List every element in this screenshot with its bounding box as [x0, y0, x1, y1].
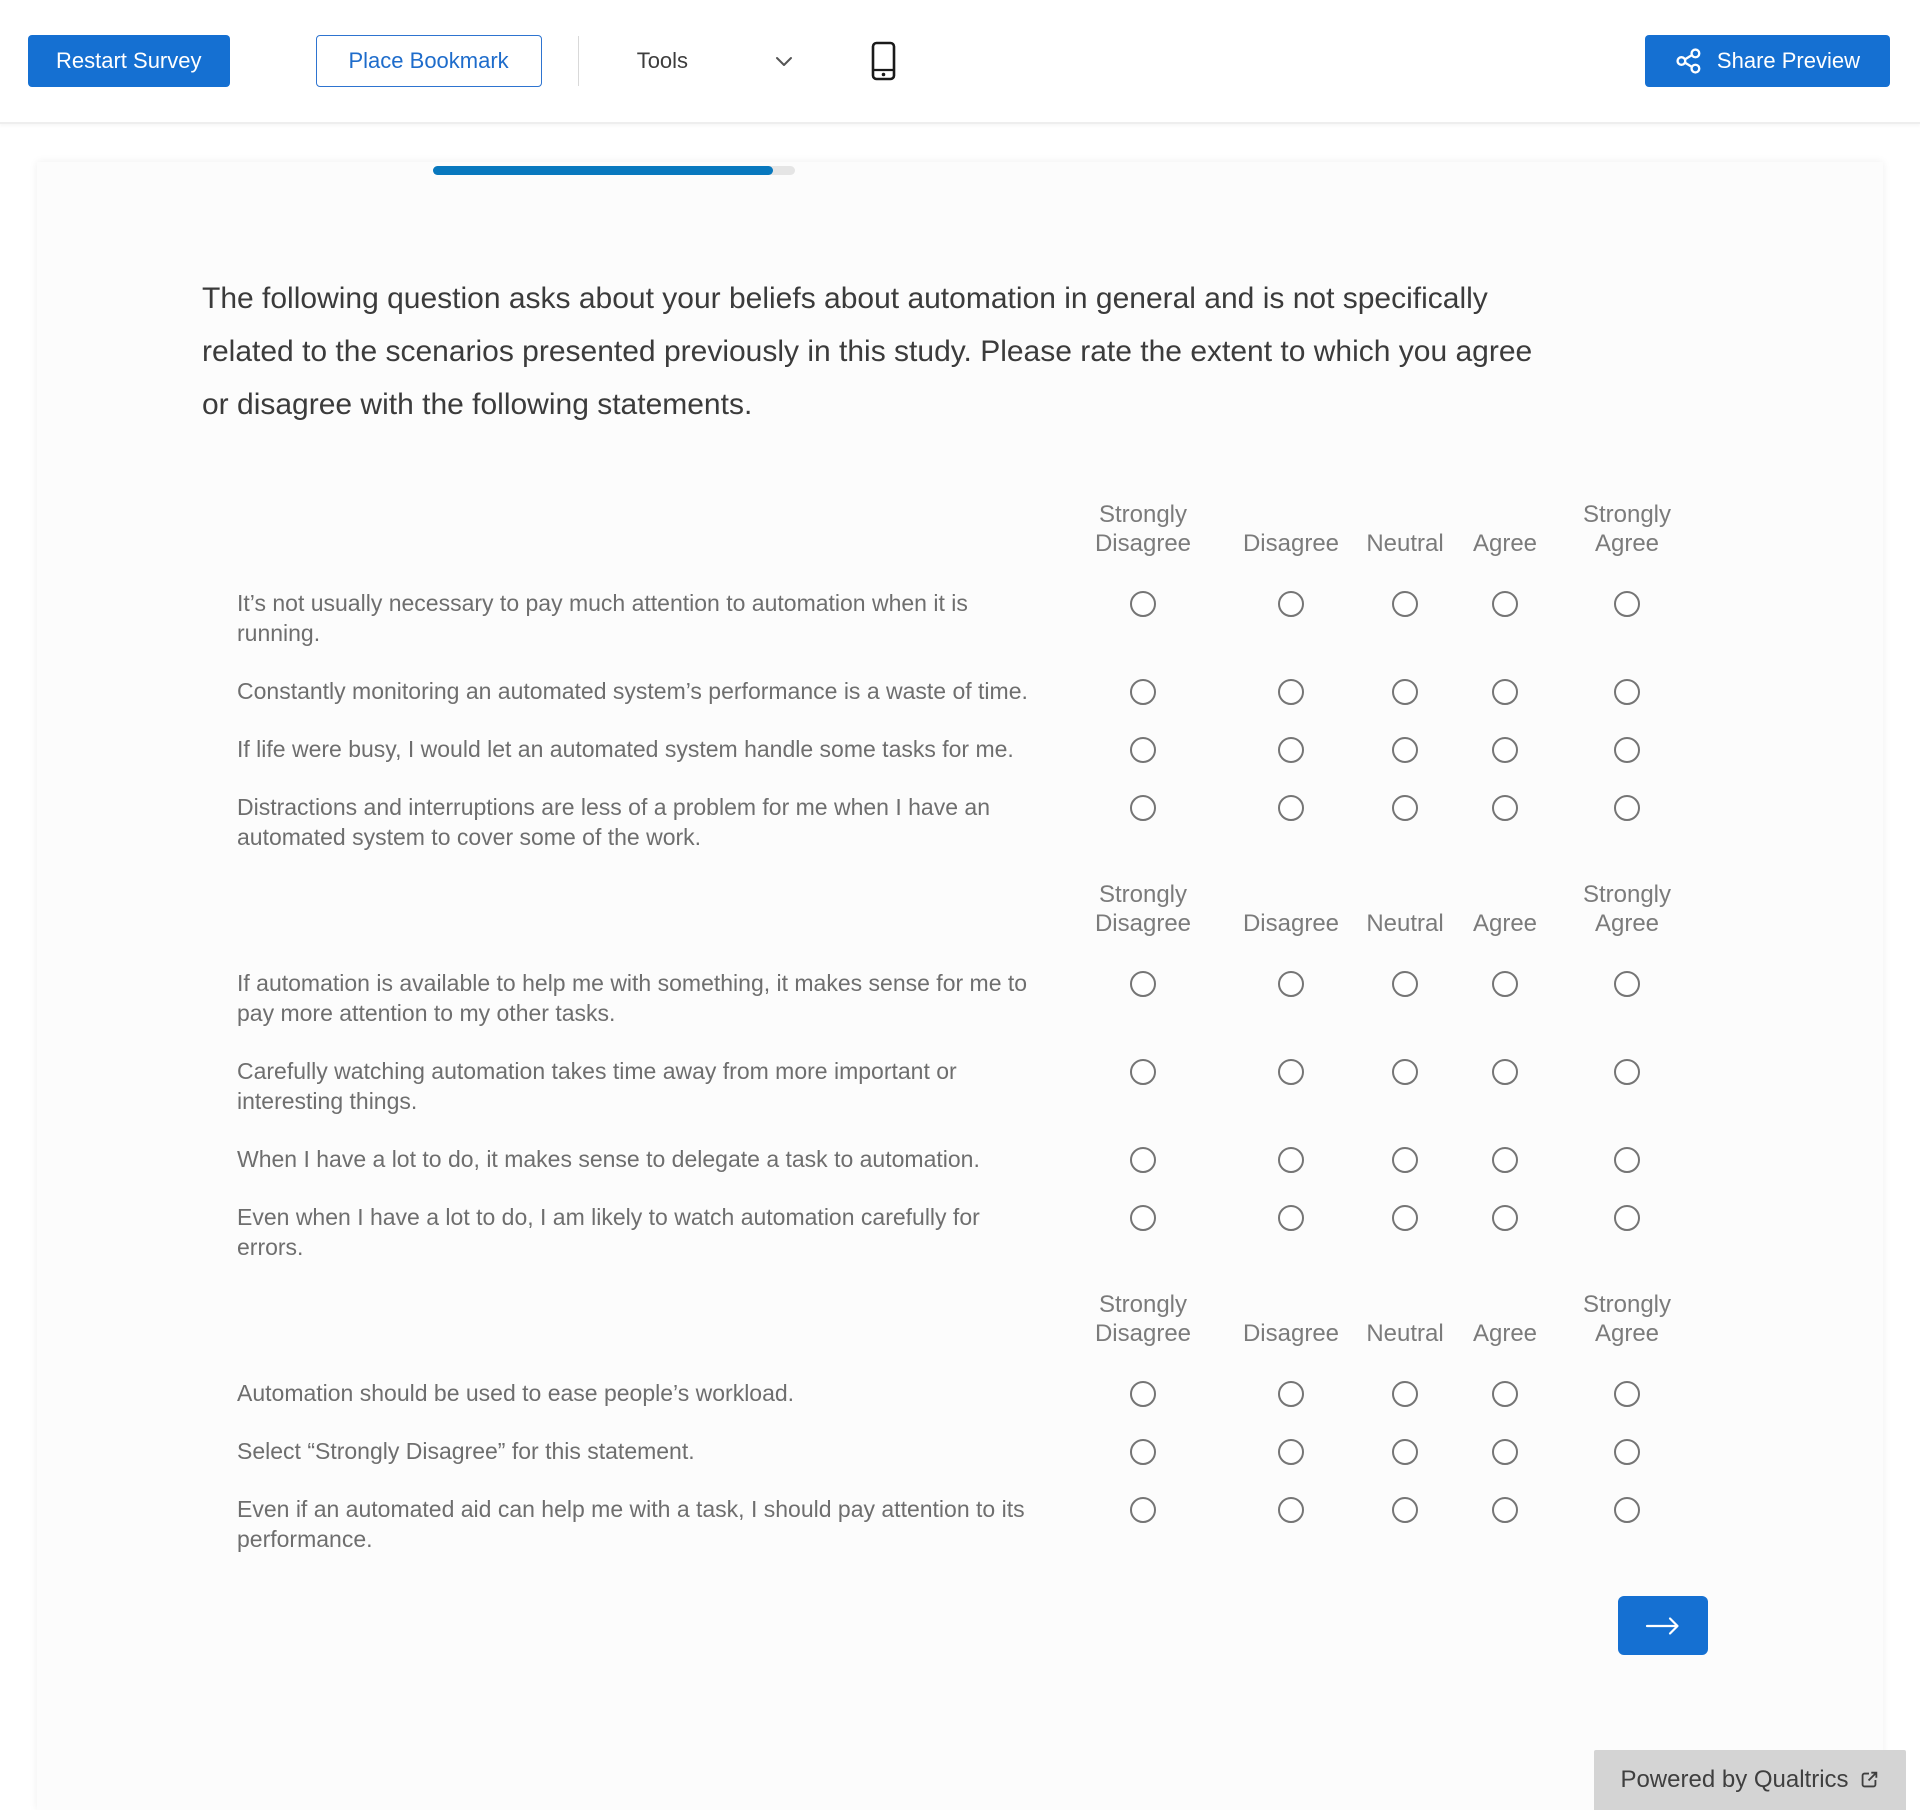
radio-cell — [1353, 1494, 1457, 1524]
scale-label-text: Strongly Agree — [1582, 881, 1672, 937]
radio-cell — [1353, 734, 1457, 764]
scale-label — [1553, 1290, 1701, 1348]
radio-strongly-agree[interactable] — [1614, 591, 1640, 617]
scale-label — [1229, 909, 1353, 938]
survey-content — [37, 272, 1883, 1655]
radio-cell — [1229, 588, 1353, 618]
radio-cell — [1553, 734, 1701, 764]
next-button-row — [202, 1596, 1718, 1655]
restart-survey-button[interactable] — [28, 35, 230, 87]
powered-by-qualtrics-link[interactable] — [1594, 1750, 1906, 1810]
matrix-row — [202, 792, 1718, 852]
radio-cell — [1057, 676, 1229, 706]
radio-cell — [1229, 1436, 1353, 1466]
statement-text: If automation is available to help me with something, it makes sense for me to pay more attention to my other tasks. — [237, 970, 1028, 1026]
radio-disagree[interactable] — [1278, 1147, 1304, 1173]
radio-strongly-disagree[interactable] — [1130, 1439, 1156, 1465]
scale-label — [1553, 880, 1701, 938]
scale-label-text: Strongly Agree — [1582, 501, 1672, 557]
radio-cell — [1229, 968, 1353, 998]
share-preview-label: Share Preview — [1716, 48, 1860, 73]
radio-cell — [1353, 1378, 1457, 1408]
radio-disagree[interactable] — [1278, 1059, 1304, 1085]
radio-cell — [1353, 676, 1457, 706]
scale-header-row — [202, 500, 1718, 558]
radio-disagree[interactable] — [1278, 1205, 1304, 1231]
radio-cell — [1553, 1056, 1701, 1086]
radio-strongly-agree[interactable] — [1614, 737, 1640, 763]
radio-cell — [1353, 1436, 1457, 1466]
statement-text: Even when I have a lot to do, I am likely to watch automation carefully for errors. — [237, 1204, 980, 1260]
scale-label — [1353, 909, 1457, 938]
radio-agree[interactable] — [1492, 737, 1518, 763]
statement-text: Select “Strongly Disagree” for this statement. — [237, 1438, 695, 1464]
radio-cell — [1057, 588, 1229, 618]
scale-header-row — [202, 1290, 1718, 1348]
radio-cell — [1057, 1494, 1229, 1524]
radio-agree[interactable] — [1492, 971, 1518, 997]
scale-label — [1057, 1290, 1229, 1348]
radio-neutral[interactable] — [1392, 591, 1418, 617]
radio-cell — [1229, 676, 1353, 706]
share-preview-button[interactable] — [1645, 35, 1890, 87]
radio-disagree[interactable] — [1278, 795, 1304, 821]
mobile-preview-button[interactable] — [871, 41, 896, 81]
scale-label-text: Neutral — [1366, 1320, 1444, 1347]
radio-strongly-disagree[interactable] — [1130, 591, 1156, 617]
radio-strongly-disagree[interactable] — [1130, 971, 1156, 997]
scale-label — [1057, 500, 1229, 558]
radio-cell — [1057, 968, 1229, 998]
radio-strongly-agree[interactable] — [1614, 1205, 1640, 1231]
radio-cell — [1229, 792, 1353, 822]
radio-cell — [1229, 734, 1353, 764]
radio-agree[interactable] — [1492, 1059, 1518, 1085]
radio-disagree[interactable] — [1278, 971, 1304, 997]
arrow-right-icon — [1644, 1615, 1682, 1637]
radio-strongly-disagree[interactable] — [1130, 679, 1156, 705]
radio-disagree[interactable] — [1278, 1381, 1304, 1407]
radio-agree[interactable] — [1492, 795, 1518, 821]
scale-label — [1457, 529, 1553, 558]
scale-label — [1353, 1319, 1457, 1348]
radio-cell — [1457, 676, 1553, 706]
statement-text: Even if an automated aid can help me with a task, I should pay attention to its performance. — [237, 1496, 1025, 1552]
radio-cell — [1457, 1494, 1553, 1524]
radio-neutral[interactable] — [1392, 1205, 1418, 1231]
radio-neutral[interactable] — [1392, 1147, 1418, 1173]
radio-strongly-agree[interactable] — [1614, 679, 1640, 705]
radio-cell — [1553, 792, 1701, 822]
radio-cell — [1553, 1202, 1701, 1232]
matrix-row — [202, 1494, 1718, 1554]
radio-disagree[interactable] — [1278, 591, 1304, 617]
radio-cell — [1553, 1494, 1701, 1524]
radio-strongly-disagree[interactable] — [1130, 1059, 1156, 1085]
scale-label-text: Strongly Agree — [1582, 1291, 1672, 1347]
radio-cell — [1353, 1144, 1457, 1174]
radio-cell — [1057, 1436, 1229, 1466]
matrix-row — [202, 676, 1718, 706]
scale-label — [1553, 500, 1701, 558]
radio-neutral[interactable] — [1392, 679, 1418, 705]
radio-cell — [1457, 1436, 1553, 1466]
radio-disagree[interactable] — [1278, 679, 1304, 705]
radio-cell — [1553, 1378, 1701, 1408]
matrix-row — [202, 1144, 1718, 1174]
matrix-row — [202, 1436, 1718, 1466]
radio-strongly-agree[interactable] — [1614, 795, 1640, 821]
radio-cell — [1353, 968, 1457, 998]
radio-neutral[interactable] — [1392, 795, 1418, 821]
matrix-row — [202, 734, 1718, 764]
radio-cell — [1457, 1144, 1553, 1174]
tools-label: Tools — [636, 48, 689, 73]
radio-strongly-agree[interactable] — [1614, 1059, 1640, 1085]
radio-strongly-agree[interactable] — [1614, 1439, 1640, 1465]
radio-strongly-agree[interactable] — [1614, 1381, 1640, 1407]
matrix-row — [202, 1378, 1718, 1408]
scale-label-text: Disagree — [1242, 530, 1340, 557]
radio-neutral[interactable] — [1392, 1059, 1418, 1085]
scale-label-text: Disagree — [1242, 910, 1340, 937]
radio-cell — [1229, 1202, 1353, 1232]
toolbar-divider — [578, 36, 579, 86]
radio-agree[interactable] — [1492, 679, 1518, 705]
radio-cell — [1057, 734, 1229, 764]
radio-cell — [1457, 792, 1553, 822]
radio-cell — [1057, 1056, 1229, 1086]
radio-cell — [1229, 1378, 1353, 1408]
radio-strongly-agree[interactable] — [1614, 1147, 1640, 1173]
radio-cell — [1457, 734, 1553, 764]
chevron-down-icon — [775, 56, 793, 67]
scale-label — [1057, 880, 1229, 938]
scale-label-text: Strongly Disagree — [1094, 501, 1192, 557]
radio-strongly-disagree[interactable] — [1130, 1381, 1156, 1407]
radio-agree[interactable] — [1492, 1205, 1518, 1231]
tools-dropdown[interactable] — [637, 35, 793, 87]
radio-cell — [1457, 1378, 1553, 1408]
survey-card — [37, 162, 1883, 1810]
scale-header-row — [202, 880, 1718, 938]
preview-toolbar — [0, 0, 1920, 124]
question-text: The following question asks about your beliefs about automation in general and is not specifically related to the scenarios presented previously in this study. Please rate the extent to which you agree or disagree with the following statements. — [202, 282, 1533, 421]
scale-label-text: Agree — [1472, 530, 1538, 557]
statement-text: Carefully watching automation takes time away from more important or interesting things. — [237, 1058, 957, 1114]
radio-strongly-agree[interactable] — [1614, 1497, 1640, 1523]
matrix-row — [202, 1202, 1718, 1262]
radio-agree[interactable] — [1492, 1497, 1518, 1523]
statement-text: It’s not usually necessary to pay much attention to automation when it is running. — [237, 590, 968, 646]
radio-cell — [1353, 792, 1457, 822]
radio-agree[interactable] — [1492, 1439, 1518, 1465]
radio-disagree[interactable] — [1278, 1497, 1304, 1523]
statement-text: Automation should be used to ease people’s workload. — [237, 1380, 795, 1406]
radio-neutral[interactable] — [1392, 1439, 1418, 1465]
radio-cell — [1553, 1436, 1701, 1466]
scale-label-text: Neutral — [1366, 530, 1444, 557]
radio-cell — [1353, 1056, 1457, 1086]
radio-strongly-agree[interactable] — [1614, 971, 1640, 997]
radio-cell — [1553, 588, 1701, 618]
radio-cell — [1057, 1202, 1229, 1232]
scale-label — [1229, 1319, 1353, 1348]
radio-neutral[interactable] — [1392, 1381, 1418, 1407]
scale-label — [1457, 1319, 1553, 1348]
progress-bar — [433, 166, 795, 175]
radio-cell — [1553, 676, 1701, 706]
matrix-row — [202, 588, 1718, 648]
statement-text: When I have a lot to do, it makes sense to delegate a task to automation. — [237, 1146, 980, 1172]
radio-strongly-disagree[interactable] — [1130, 1147, 1156, 1173]
statement-text: If life were busy, I would let an automated system handle some tasks for me. — [237, 736, 1014, 762]
matrix-question — [202, 500, 1718, 1554]
scale-label-text: Neutral — [1366, 910, 1444, 937]
scale-label-text: Strongly Disagree — [1094, 1291, 1192, 1347]
radio-cell — [1353, 1202, 1457, 1232]
radio-cell — [1353, 588, 1457, 618]
scale-label — [1353, 529, 1457, 558]
radio-agree[interactable] — [1492, 1381, 1518, 1407]
statement-text: Distractions and interruptions are less of a problem for me when I have an automated system to cover some of the work. — [237, 794, 990, 850]
radio-cell — [1057, 1144, 1229, 1174]
scale-label — [1229, 529, 1353, 558]
mobile-phone-icon — [871, 41, 896, 81]
radio-cell — [1229, 1144, 1353, 1174]
scale-label-text: Disagree — [1242, 1320, 1340, 1347]
radio-neutral[interactable] — [1392, 971, 1418, 997]
progress-fill — [433, 166, 773, 175]
place-bookmark-button[interactable] — [316, 35, 542, 87]
radio-cell — [1057, 1378, 1229, 1408]
scale-label-text: Strongly Disagree — [1094, 881, 1192, 937]
radio-agree[interactable] — [1492, 591, 1518, 617]
radio-cell — [1457, 1202, 1553, 1232]
radio-agree[interactable] — [1492, 1147, 1518, 1173]
radio-strongly-disagree[interactable] — [1130, 737, 1156, 763]
radio-disagree[interactable] — [1278, 1439, 1304, 1465]
radio-neutral[interactable] — [1392, 737, 1418, 763]
powered-by-label: Powered by Qualtrics — [1620, 1766, 1849, 1793]
radio-cell — [1229, 1056, 1353, 1086]
radio-cell — [1553, 968, 1701, 998]
radio-strongly-disagree[interactable] — [1130, 795, 1156, 821]
radio-cell — [1553, 1144, 1701, 1174]
external-link-icon — [1858, 1769, 1880, 1791]
scale-label-text: Agree — [1472, 910, 1538, 937]
scale-label-text: Agree — [1472, 1320, 1538, 1347]
place-bookmark-label: Place Bookmark — [348, 48, 509, 73]
radio-disagree[interactable] — [1278, 737, 1304, 763]
radio-strongly-disagree[interactable] — [1130, 1497, 1156, 1523]
next-button[interactable] — [1618, 1596, 1708, 1655]
restart-survey-label: Restart Survey — [56, 48, 202, 73]
matrix-row — [202, 1056, 1718, 1116]
radio-cell — [1457, 1056, 1553, 1086]
radio-neutral[interactable] — [1392, 1497, 1418, 1523]
scale-label — [1457, 909, 1553, 938]
radio-cell — [1229, 1494, 1353, 1524]
radio-cell — [1457, 968, 1553, 998]
radio-cell — [1057, 792, 1229, 822]
radio-cell — [1457, 588, 1553, 618]
share-icon — [1675, 47, 1703, 75]
matrix-row — [202, 968, 1718, 1028]
radio-strongly-disagree[interactable] — [1130, 1205, 1156, 1231]
statement-text: Constantly monitoring an automated system’s performance is a waste of time. — [237, 678, 1028, 704]
